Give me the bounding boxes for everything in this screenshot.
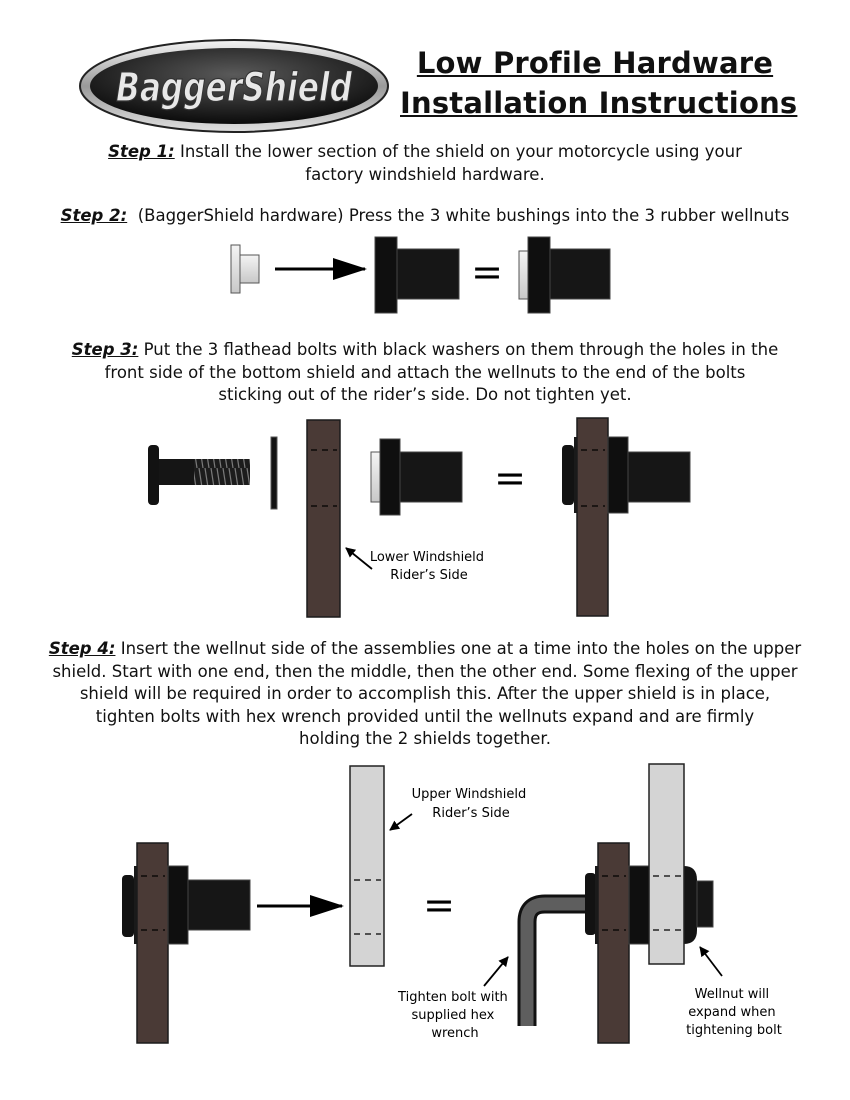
wrench-caption-2: supplied hex (411, 1008, 495, 1023)
wrench-caption-3: wrench (431, 1026, 479, 1041)
step-1-text-2: factory windshield hardware. (305, 164, 545, 184)
white-bushing (231, 245, 259, 293)
wellnut-pointer (700, 947, 722, 976)
equals-sign-step4: = (423, 883, 455, 927)
step-4-text-3: shield will be required in order to accomplish this. After the upper shield is in place, (79, 684, 771, 703)
step-3-label: Step 3: (71, 340, 139, 359)
final-assembly (527, 764, 713, 1043)
step-4-text-2: shield. Start with one end, then the middle, then the other end. Some flexing of the upper (52, 661, 798, 681)
wrench-caption (397, 990, 512, 1041)
equals-sign-step3: = (494, 456, 526, 500)
step-3-text-3: sticking out of the rider’s side. Do not tighten yet. (218, 385, 632, 404)
lower-assembly-step4 (122, 843, 250, 1043)
step-4-text-1: Insert the wellnut side of the assemblies one at a time into the holes on the upper (120, 639, 802, 658)
equals-sign-step2: = (471, 250, 503, 294)
lower-shield-caption (370, 550, 488, 583)
wellnut-caption-2: expand when (688, 1005, 776, 1020)
wrench-caption-1: Tighten bolt with (398, 990, 508, 1005)
assembled-lower (562, 418, 690, 616)
step-1-label: Step 1: (108, 142, 175, 161)
step-4-text-5: holding the 2 shields together. (299, 729, 551, 748)
flathead-bolt (148, 445, 250, 505)
step-2-label: Step 2: (60, 206, 128, 225)
black-washer (271, 437, 277, 509)
wrench-pointer (484, 957, 508, 986)
wellnut-with-bushing (519, 237, 610, 313)
wellnut-caption-1: Wellnut will (694, 987, 770, 1002)
hex-wrench-icon (527, 904, 588, 1026)
step-1-text-1: Install the lower section of the shield on your motorcycle using your (179, 142, 742, 161)
logo-text: BaggerShield (116, 65, 353, 111)
upper-shield (350, 766, 384, 966)
upper-shield-pointer (390, 814, 412, 830)
upper-shield-caption-2: Rider’s Side (432, 806, 510, 821)
lower-shield-caption-2: Rider’s Side (390, 568, 468, 583)
step-4-label: Step 4: (48, 639, 116, 658)
wellnut-caption-3: tightening bolt (686, 1023, 782, 1038)
lower-shield-caption-1: Lower Windshield (369, 550, 485, 565)
upper-shield-caption-1: Upper Windshield (411, 787, 527, 802)
upper-shield-caption (412, 787, 531, 821)
step-4-text-4: tighten bolts with hex wrench provided until the wellnuts expand and are firmly (95, 706, 755, 726)
step-3-text-1: Put the 3 flathead bolts with black washers on them through the holes in the (143, 340, 779, 359)
lower-shield (307, 420, 340, 617)
step-2-text-1: (BaggerShield hardware) Press the 3 white bushings into the 3 rubber wellnuts (137, 206, 790, 225)
wellnut-assembly (371, 439, 462, 515)
rubber-wellnut (375, 237, 459, 313)
lower-shield-pointer (346, 548, 372, 569)
step-3-text-2: front side of the bottom shield and attach the wellnuts to the end of the bolts (104, 362, 746, 382)
wellnut-caption (686, 987, 782, 1038)
page-title-line2: Installation Instructions (400, 86, 798, 120)
page-title-line1: Low Profile Hardware (416, 46, 774, 80)
